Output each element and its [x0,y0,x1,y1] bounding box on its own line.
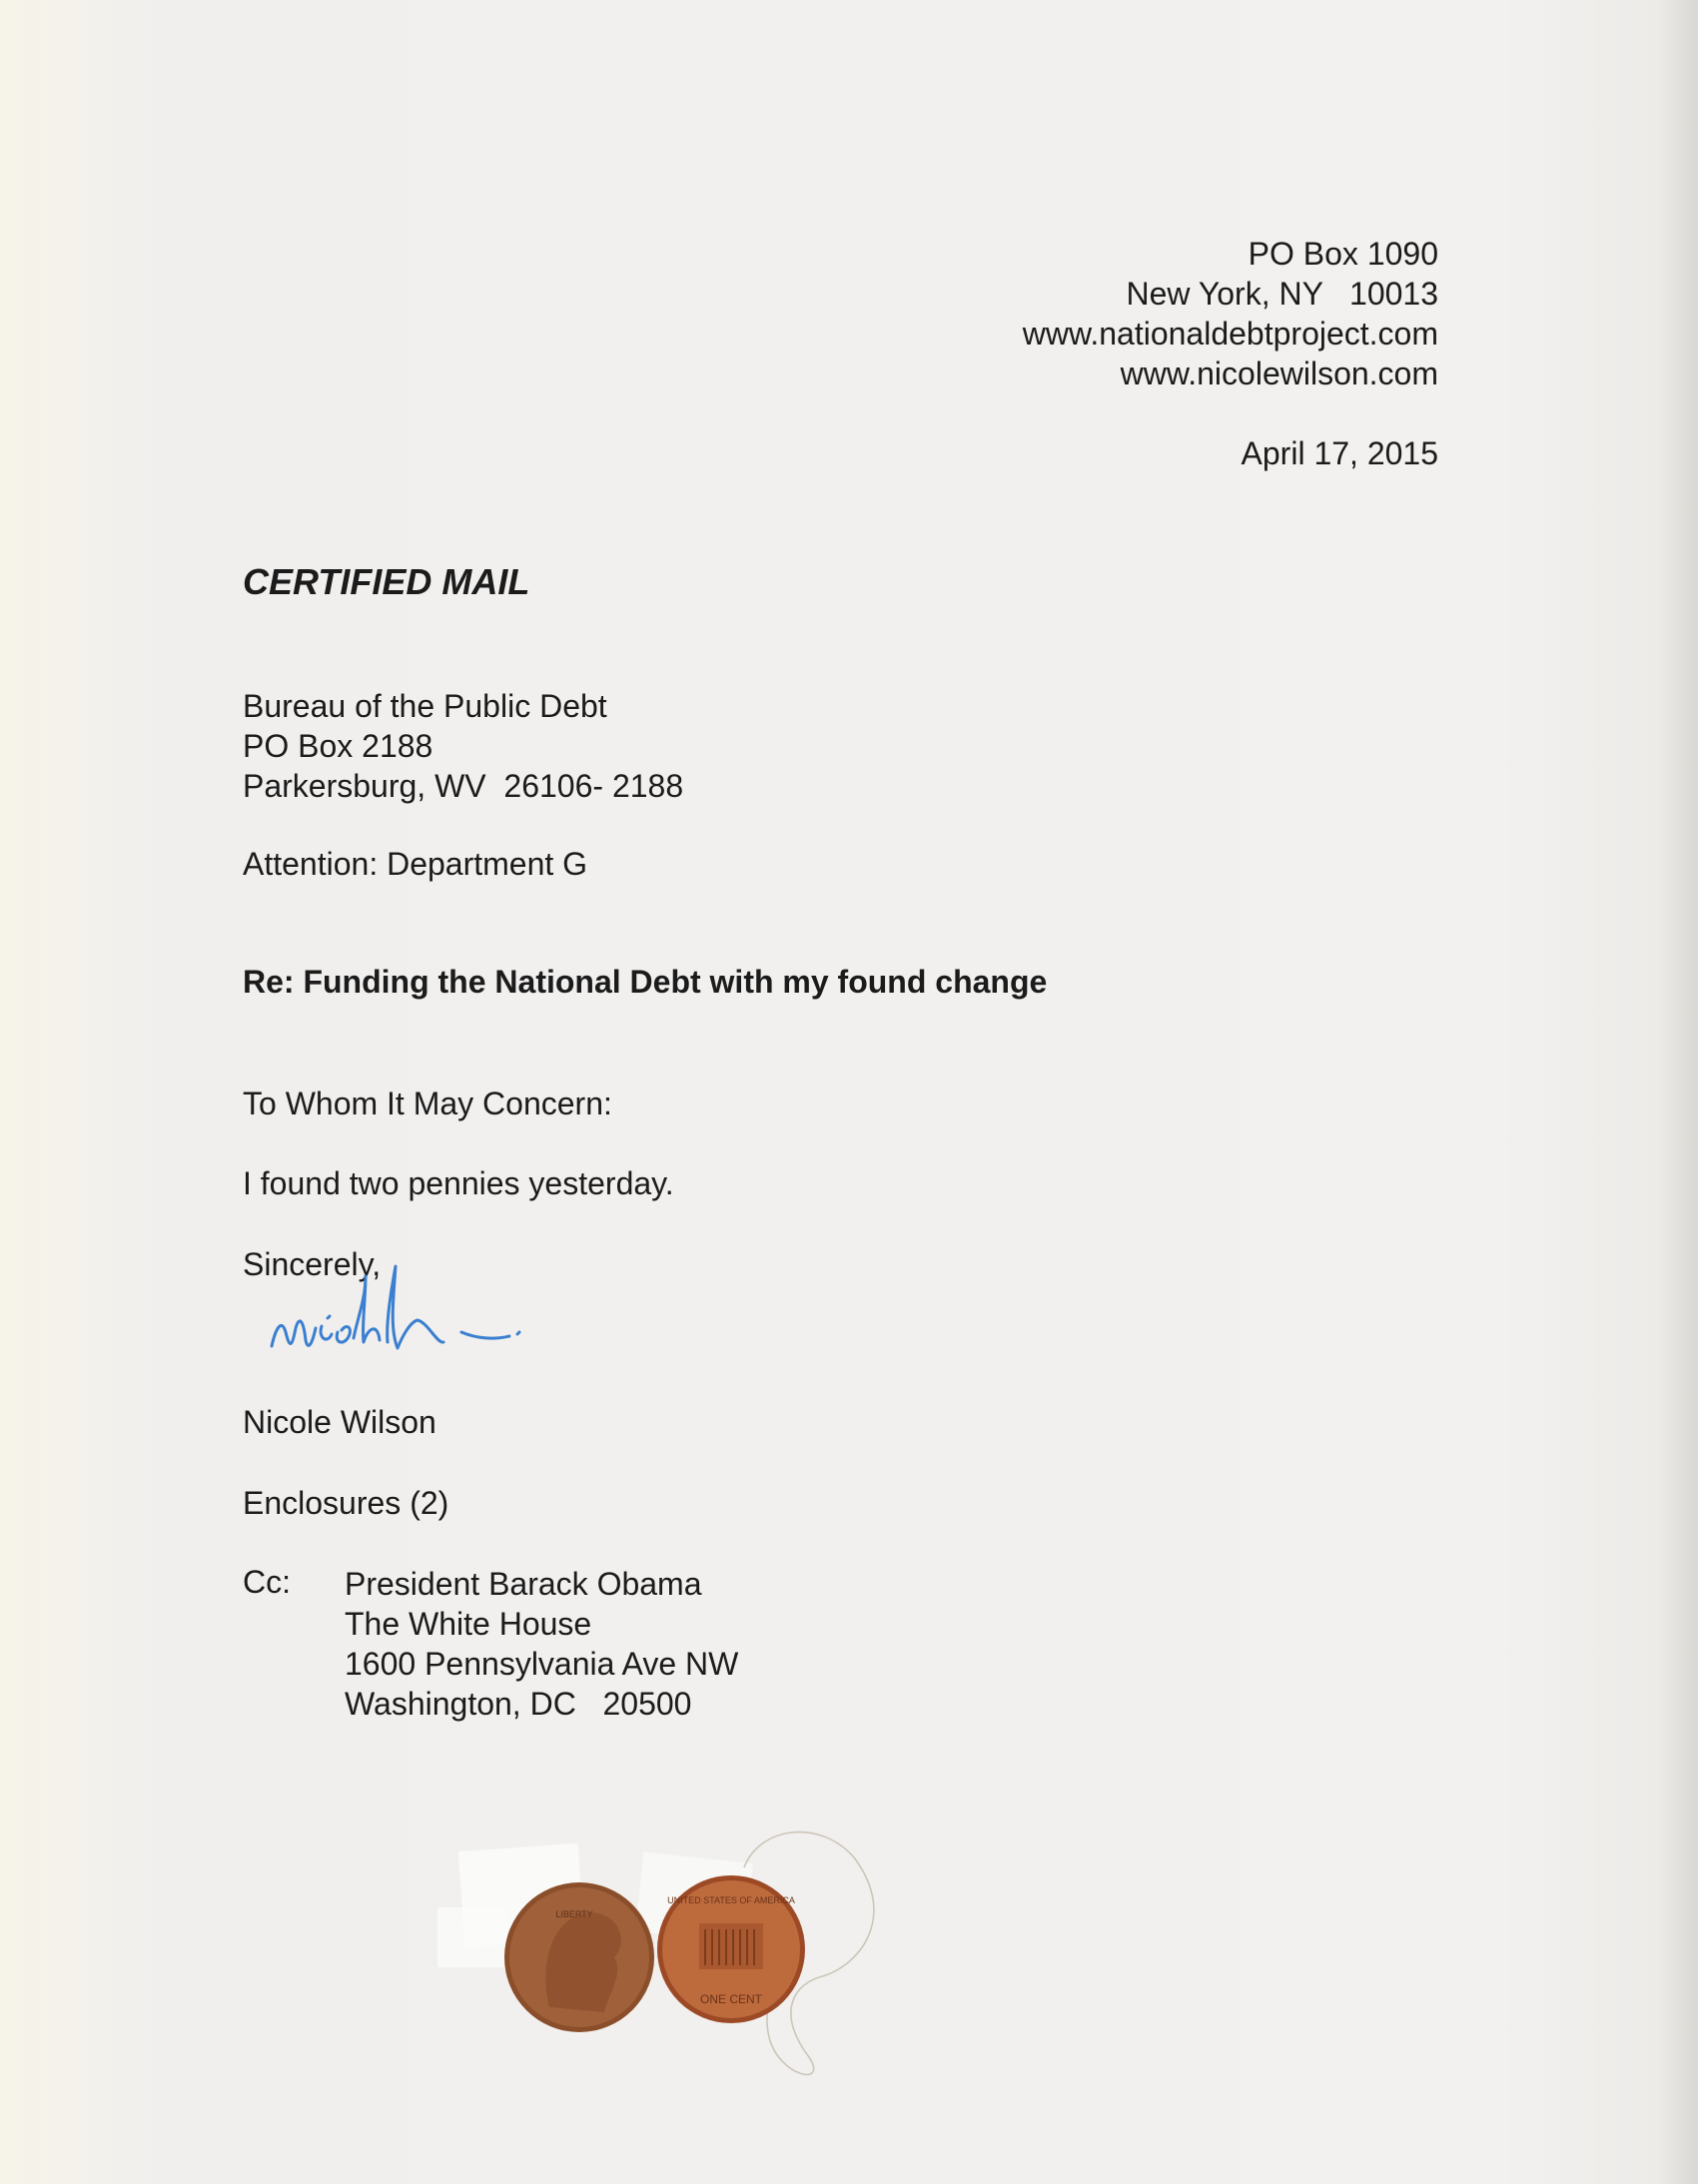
sender-address [739,234,1438,393]
recipient-address [243,686,683,806]
handwritten-signature [262,1258,611,1378]
recipient-name: Bureau of the Public Debt [243,688,607,724]
letter-body: I found two pennies yesterday. [243,1165,674,1201]
enclosures-note: Enclosures (2) [243,1485,449,1521]
attention-line: Attention: Department G [243,846,588,882]
sender-website-2: www.nicolewilson.com [1120,356,1438,391]
letter-date: April 17, 2015 [1241,435,1438,471]
sender-po-box: PO Box 1090 [1248,236,1438,272]
cc-name: President Barack Obama [345,1566,702,1602]
penny-liberty-text: LIBERTY [555,1909,593,1919]
sender-city: New York, NY 10013 [1126,276,1438,312]
closing: Sincerely, [243,1246,382,1282]
cc-label: Cc: [243,1564,291,1600]
recipient-po-box: PO Box 2188 [243,728,433,764]
tape-piece [437,1907,507,1967]
certified-mail-heading: CERTIFIED MAIL [243,561,530,602]
cc-organization: The White House [345,1606,592,1642]
cc-street: 1600 Pennsylvania Ave NW [345,1646,739,1682]
subject-line: Re: Funding the National Debt with my found change [243,964,1048,1000]
sender-website-1: www.nationaldebtproject.com [1022,316,1438,352]
recipient-city: Parkersburg, WV 26106- 2188 [243,768,684,804]
penny-country-text: UNITED STATES OF AMERICA [667,1895,795,1905]
penny-reverse [657,1875,805,2023]
enclosed-pennies [400,1818,939,2097]
cc-address [345,1564,738,1724]
cc-city: Washington, DC 20500 [345,1686,692,1722]
signer-name: Nicole Wilson [243,1404,436,1440]
penny-obverse [504,1882,654,2032]
salutation: To Whom It May Concern: [243,1086,612,1121]
penny-denomination-text: ONE CENT [699,1992,763,2006]
